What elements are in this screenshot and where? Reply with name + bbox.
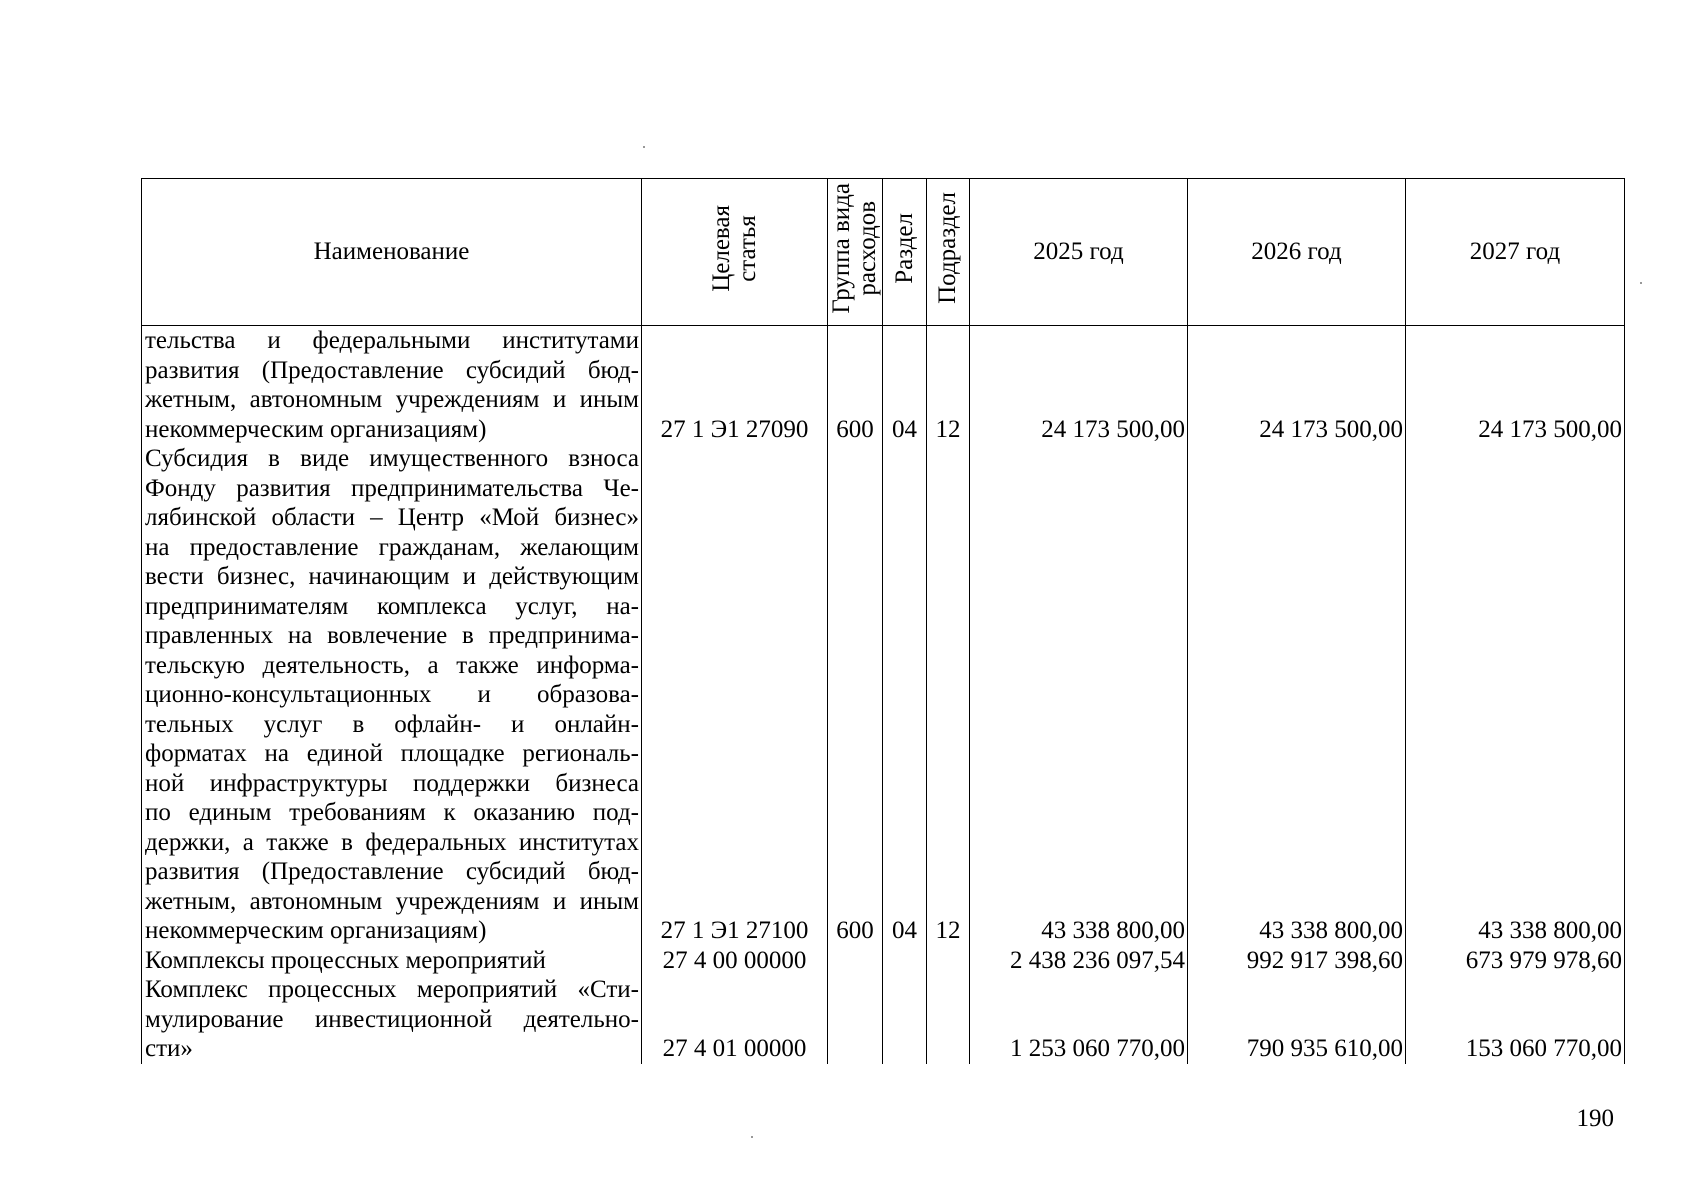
row-name-line: сти» bbox=[145, 1035, 193, 1062]
table-body bbox=[142, 326, 1625, 1064]
row-amount-2027: 43 338 800,00 bbox=[1406, 444, 1625, 946]
row-name-line: Субсидия в виде имущественного взноса bbox=[145, 445, 639, 472]
row-target: 27 1 Э1 27100 bbox=[642, 444, 828, 946]
header-section-text: Раздел bbox=[890, 212, 918, 284]
table-row bbox=[142, 946, 1625, 976]
header-target-line2: статья bbox=[733, 214, 761, 282]
header-year-2027-label: 2027 год bbox=[1469, 238, 1561, 266]
row-name-line: предпринимателям комплекса услуг, на- bbox=[145, 592, 639, 620]
row-amount-2026: 992 917 398,60 bbox=[1188, 946, 1406, 976]
row-name-line: мулирование инвестиционной деятельно- bbox=[145, 1005, 639, 1033]
table-row bbox=[142, 444, 1625, 946]
row-section bbox=[883, 975, 927, 1064]
row-subsection bbox=[927, 946, 970, 976]
row-amount-2025: 1 253 060 770,00 bbox=[970, 975, 1188, 1064]
row-name-line: некоммерческим организациям) bbox=[145, 917, 487, 944]
header-subsection-label bbox=[935, 192, 961, 304]
header-year-2026 bbox=[1188, 179, 1406, 326]
row-name-line: некоммерческим организациям) bbox=[145, 415, 487, 443]
header-target-label bbox=[709, 205, 761, 292]
header-target-line1: Целевая bbox=[707, 204, 735, 292]
row-name-line: жетным, автономным учреждениям и иным bbox=[145, 887, 639, 915]
header-target bbox=[642, 179, 828, 326]
header-year-2025 bbox=[970, 179, 1188, 326]
row-name-line: Фонду развития предпринимательства Че- bbox=[145, 474, 639, 502]
header-group bbox=[828, 179, 883, 326]
row-name bbox=[142, 946, 642, 976]
budget-table bbox=[141, 178, 1625, 1064]
row-amount-2027: 673 979 978,60 bbox=[1406, 946, 1625, 976]
row-section: 04 bbox=[883, 326, 927, 445]
row-name-line: Комплекс процессных мероприятий «Сти- bbox=[145, 976, 639, 1003]
header-year-2027 bbox=[1406, 179, 1625, 326]
row-group: 600 bbox=[828, 444, 883, 946]
table-row bbox=[142, 326, 1625, 445]
row-amount-2027: 24 173 500,00 bbox=[1406, 326, 1625, 445]
row-group: 600 bbox=[828, 326, 883, 445]
row-name-line: ционно-консультационных и образова- bbox=[145, 681, 639, 708]
table-row bbox=[142, 975, 1625, 1064]
header-name bbox=[142, 179, 642, 326]
row-subsection bbox=[927, 975, 970, 1064]
row-amount-2026: 790 935 610,00 bbox=[1188, 975, 1406, 1064]
header-group-line2: расходов bbox=[854, 200, 881, 296]
row-name-line: Комплексы процессных мероприятий bbox=[145, 946, 546, 974]
table-header-row bbox=[142, 179, 1625, 326]
row-section: 04 bbox=[883, 444, 927, 946]
row-amount-2025: 43 338 800,00 bbox=[970, 444, 1188, 946]
header-name-label: Наименование bbox=[313, 238, 470, 266]
scan-speck bbox=[1640, 282, 1642, 284]
row-name-line: развития (Предоставление субсидий бюд- bbox=[145, 356, 639, 384]
row-name-line: лябинской области – Центр «Мой бизнес» bbox=[145, 504, 639, 531]
header-year-2025-label: 2025 год bbox=[1033, 238, 1124, 266]
row-amount-2025: 2 438 236 097,54 bbox=[970, 946, 1188, 976]
row-amount-2026: 24 173 500,00 bbox=[1188, 326, 1406, 445]
row-name-line: тельскую деятельность, а также информа- bbox=[145, 651, 639, 679]
row-group bbox=[828, 975, 883, 1064]
row-amount-2026: 43 338 800,00 bbox=[1188, 444, 1406, 946]
row-name-line: держки, а также в федеральных институтах bbox=[145, 828, 639, 856]
row-name-line: жетным, автономным учреждениям и иным bbox=[145, 386, 639, 413]
row-target: 27 1 Э1 27090 bbox=[642, 326, 828, 445]
row-name-line: правленных на вовлечение в предпринима- bbox=[145, 622, 639, 649]
scan-speck bbox=[751, 1136, 753, 1138]
row-name bbox=[142, 444, 642, 946]
row-name bbox=[142, 975, 642, 1064]
row-section bbox=[883, 946, 927, 976]
row-name-line: развития (Предоставление субсидий бюд- bbox=[145, 858, 639, 885]
row-target: 27 4 01 00000 bbox=[642, 975, 828, 1064]
header-year-2026-label: 2026 год bbox=[1251, 238, 1342, 266]
header-group-label bbox=[829, 183, 881, 314]
row-target: 27 4 00 00000 bbox=[642, 946, 828, 976]
row-name-line: ной инфраструктуры поддержки бизнеса bbox=[145, 769, 639, 797]
header-section bbox=[883, 179, 927, 326]
row-amount-2027: 153 060 770,00 bbox=[1406, 975, 1625, 1064]
header-section-label bbox=[892, 213, 918, 284]
row-group bbox=[828, 946, 883, 976]
row-subsection: 12 bbox=[927, 326, 970, 445]
row-name-line: по единым требованиям к оказанию под- bbox=[145, 799, 639, 826]
row-name-line: на предоставление гражданам, желающим bbox=[145, 533, 639, 561]
row-name-line: вести бизнес, начинающим и действующим bbox=[145, 563, 639, 590]
page-number: 190 bbox=[1576, 1105, 1614, 1132]
scan-speck bbox=[643, 146, 645, 148]
header-subsection-text: Подраздел bbox=[934, 192, 961, 305]
row-amount-2025: 24 173 500,00 bbox=[970, 326, 1188, 445]
row-name-line: тельства и федеральными институтами bbox=[145, 327, 639, 354]
row-subsection: 12 bbox=[927, 444, 970, 946]
row-name bbox=[142, 326, 642, 445]
row-name-line: тельных услуг в офлайн- и онлайн- bbox=[145, 710, 639, 738]
header-group-line1: Группа вида bbox=[828, 182, 855, 314]
header-subsection bbox=[927, 179, 970, 326]
row-name-line: форматах на единой площадке региональ- bbox=[145, 740, 639, 767]
